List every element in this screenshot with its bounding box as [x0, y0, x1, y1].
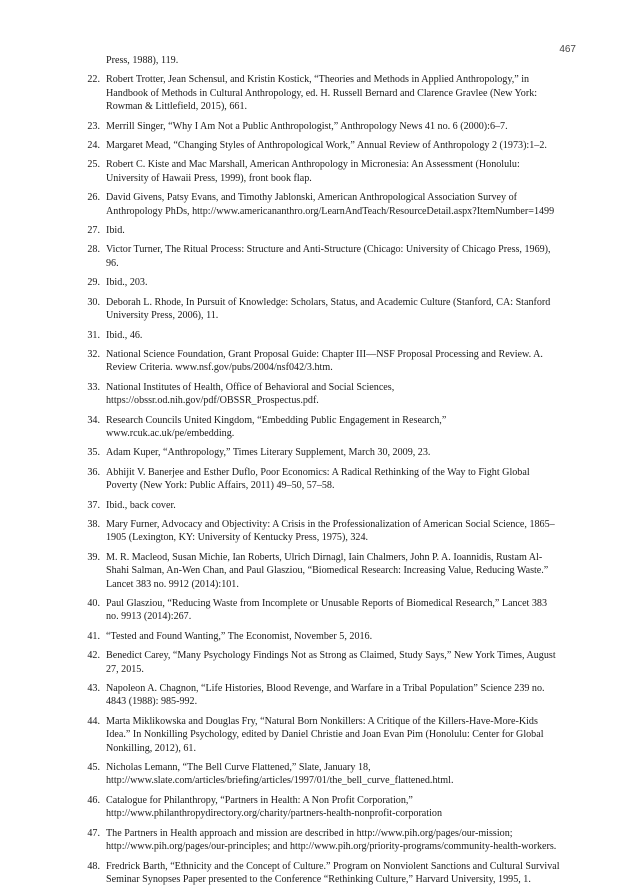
endnote: [72, 276, 562, 289]
endnote-number: 47.: [87, 827, 100, 839]
endnote-text: Ibid., 203.: [106, 277, 148, 289]
endnote: [72, 466, 562, 493]
endnote-text: David Givens, Patsy Evans, and Timothy Jablonski, American Anthropological Association Survey of Anthropology PhDs, http://www.americananthro.org/LearnAndTeach/ResourceDetail.aspx?ItemNumber=1499: [106, 192, 555, 217]
endnote-number: 38.: [87, 518, 100, 530]
endnote: [72, 860, 562, 887]
endnote-text: Fredrick Barth, “Ethnicity and the Concept of Culture.” Program on Nonviolent Sanctions and Cultural Survival Seminar Synopses Paper presented to the Conference “Rethinking Culture,” Harvard University, 1995, 1.: [106, 860, 560, 885]
endnote-number: 35.: [87, 447, 100, 459]
endnote-text: Nicholas Lemann, “The Bell Curve Flattened,” Slate, January 18, http://www.slate.com/articles/briefing/articles/1997/01/the_bell_curve_flattened.html.: [106, 762, 454, 787]
endnote-number: 34.: [87, 414, 100, 426]
endnote: [72, 682, 562, 709]
endnote: [72, 630, 562, 643]
endnote: [72, 499, 562, 512]
endnote-text: Deborah L. Rhode, In Pursuit of Knowledge: Scholars, Status, and Academic Culture (Stanford, CA: Stanford University Press, 2006), 11.: [106, 296, 551, 322]
endnote-number: 44.: [87, 715, 100, 727]
endnote: [72, 518, 562, 545]
endnote: [72, 120, 562, 133]
endnote-number: 26.: [87, 192, 100, 204]
endnote: [72, 381, 562, 408]
continued-note: Press, 1988), 119.: [106, 55, 179, 66]
endnote-number: 43.: [87, 683, 100, 695]
endnote-number: 29.: [87, 277, 100, 289]
endnote-text: Catalogue for Philanthropy, “Partners in Health: A Non Profit Corporation,” http://www.philanthropydirectory.org/charity/partners-health-nonprofit-corporation: [106, 794, 442, 820]
endnote: [72, 715, 562, 755]
endnote: [72, 243, 562, 270]
endnote: [72, 414, 562, 441]
endnote: [72, 73, 562, 113]
endnote-text: Robert C. Kiste and Mac Marshall, American Anthropology in Micronesia: An Assessment (Honolulu: University of Hawaii Press, 1999), front book flap.: [106, 159, 520, 184]
endnote: [72, 139, 562, 152]
endnote-number: 31.: [87, 329, 100, 341]
endnote: [72, 551, 562, 591]
endnote: [72, 649, 562, 676]
endnote-number: 40.: [87, 598, 100, 609]
endnote-text: Research Councils United Kingdom, “Embedding Public Engagement in Research,” www.rcuk.ac.uk/pe/embedding.: [106, 414, 447, 439]
endnote: [72, 224, 562, 237]
endnote-number: 39.: [87, 551, 100, 563]
endnote-number: 23.: [87, 120, 100, 132]
endnote-number: 30.: [87, 296, 100, 308]
endnote: [72, 597, 562, 624]
endnote-text: Ibid.: [106, 225, 125, 237]
endnote: [72, 794, 562, 821]
page-number: 467: [559, 44, 576, 55]
endnote-number: 22.: [87, 74, 100, 86]
endnote-text: The Partners in Health approach and mission are described in http://www.pih.org/pages/our-mission; http://www.pih.org/pages/our-principles; and http://www.pih.org/priority-programs/community-health-workers.: [106, 827, 557, 853]
endnote: [72, 158, 562, 185]
endnote: [72, 296, 562, 323]
endnote-number: 36.: [87, 466, 100, 478]
endnote: [72, 348, 562, 375]
endnote-number: 33.: [87, 381, 100, 393]
endnote-text: “Tested and Found Wanting,” The Economist, November 5, 2016.: [106, 630, 373, 642]
endnote-text: Napoleon A. Chagnon, “Life Histories, Blood Revenge, and Warfare in a Tribal Population” Science 239 no. 4843 (1988): 985-992.: [106, 683, 545, 708]
endnote-text: Marta Miklikowska and Douglas Fry, “Natural Born Nonkillers: A Critique of the Killers-Have-More-Kids Idea.” In Nonkilling Psychology, edited by Daniel Christie and Joan Evan Pim (Honolulu: Center for Global Nonkilling, 2012), 61.: [106, 715, 544, 754]
endnote-number: 32.: [87, 348, 100, 360]
endnote-number: 27.: [87, 225, 100, 237]
endnote-text: Benedict Carey, “Many Psychology Findings Not as Strong as Claimed, Study Says,” New York Times, August 27, 2015.: [106, 650, 556, 675]
endnote-number: 41.: [87, 630, 100, 642]
endnote-text: Ibid., back cover.: [106, 499, 176, 511]
endnote-text: Merrill Singer, “Why I Am Not a Public Anthropologist,” Anthropology News 41 no. 6 (2000):6–7.: [106, 120, 508, 132]
endnote-number: 46.: [87, 794, 100, 806]
endnote-text: Victor Turner, The Ritual Process: Structure and Anti-Structure (Chicago: University of Chicago Press, 1969), 96.: [106, 244, 551, 269]
endnote: [72, 329, 562, 342]
endnote-text: Mary Furner, Advocacy and Objectivity: A Crisis in the Professionalization of American Social Science, 1865–1905 (Lexington, KY: University of Kentucky Press, 1975), 324.: [106, 518, 555, 544]
endnote-number: 42.: [87, 650, 100, 662]
endnote-number: 25.: [87, 159, 100, 171]
endnote-text: National Institutes of Health, Office of Behavioral and Social Sciences, https://obssr.od.nih.gov/pdf/OBSSR_Prospectus.pdf.: [106, 381, 395, 407]
endnote-text: Robert Trotter, Jean Schensul, and Kristin Kostick, “Theories and Methods in Applied Anthropology,” in Handbook of Methods in Cultural Anthropology, ed. H. Russell Bernard and Clarence Gravlee (New York: Rowman & Littlefield, 2015), 661.: [106, 74, 538, 113]
endnote-text: Adam Kuper, “Anthropology,” Times Literary Supplement, March 30, 2009, 23.: [106, 447, 431, 459]
endnote-number: 24.: [87, 140, 100, 152]
endnote: [72, 446, 562, 459]
endnote-text: M. R. Macleod, Susan Michie, Ian Roberts, Ulrich Dirnagl, Iain Chalmers, John P. A. Ioannidis, Rustam Al-Shahi Salman, An-Wen Chan, and Paul Glasziou, “Biomedical Research: Increasing Value, Reducing Waste.” Lancet 383 no. 9912 (2014):101.: [106, 551, 549, 590]
endnote-text: Abhijit V. Banerjee and Esther Duflo, Poor Economics: A Radical Rethinking of the Way to Fight Global Poverty (New York: Public Affairs, 2011) 49–50, 57–58.: [106, 466, 530, 492]
endnotes-list: [72, 54, 562, 892]
endnote: [72, 191, 562, 218]
endnote-number: 37.: [87, 499, 100, 511]
endnote-text: National Science Foundation, Grant Proposal Guide: Chapter III—NSF Proposal Processing and Review. A. Review Criteria. www.nsf.gov/pubs/2004/nsf042/3.htm.: [106, 348, 543, 374]
endnote-text: Margaret Mead, “Changing Styles of Anthropological Work,” Annual Review of Anthropology 2 (1973):1–2.: [106, 140, 547, 152]
notes-container: [72, 73, 562, 886]
endnote-number: 45.: [87, 762, 100, 774]
endnote-number: 28.: [87, 244, 100, 256]
endnote: [72, 827, 562, 854]
endnote-text: Ibid., 46.: [106, 329, 143, 341]
endnote-text: Paul Glasziou, “Reducing Waste from Incomplete or Unusable Reports of Biomedical Research,” Lancet 383 no. 9913 (2014):267.: [106, 598, 548, 623]
endnote: [72, 761, 562, 788]
endnote-number: 48.: [87, 860, 100, 872]
